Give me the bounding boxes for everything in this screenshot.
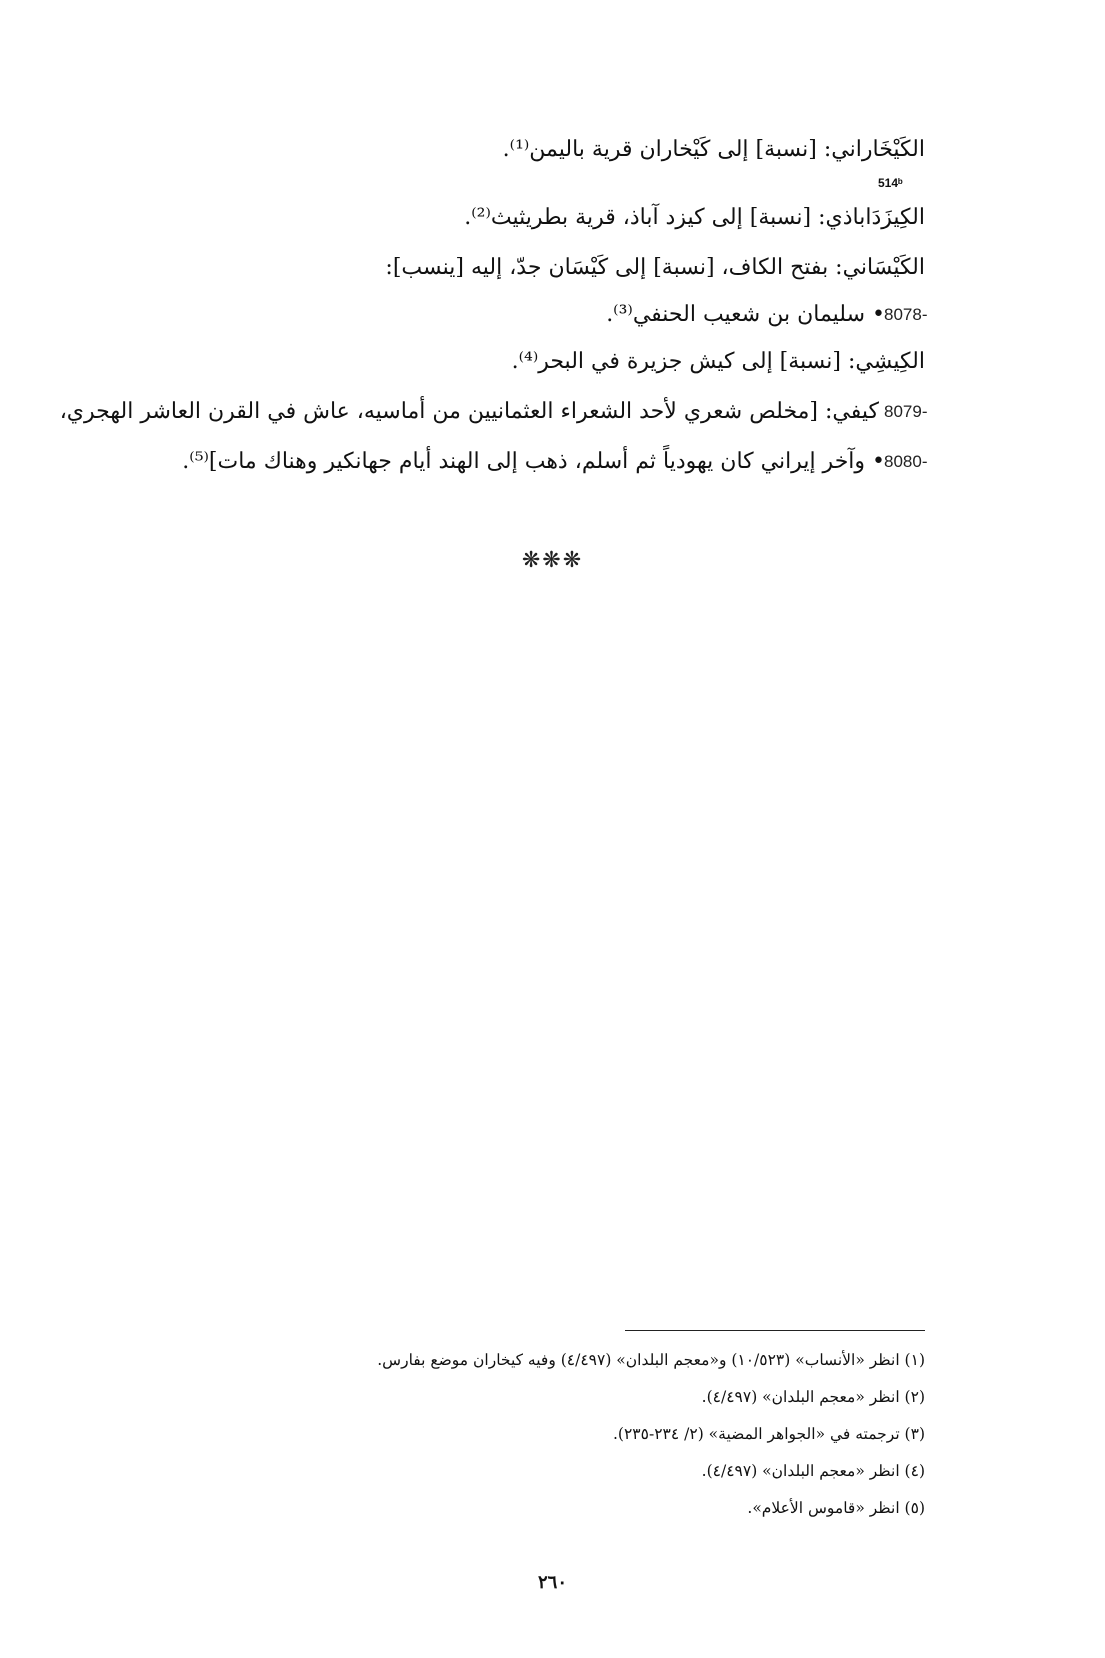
- entry-line-kizadabadhi: الكِيزَدَاباذي: [نسبة] إلى كيزد آباذ، قرية بطريثيث⁽²⁾.: [464, 205, 925, 230]
- footnote-4: (٤) انظر «معجم البلدان» (٤/٤٩٧).: [701, 1462, 925, 1480]
- entry-line-sulayman: • سليمان بن شعيب الحنفي⁽³⁾.: [606, 302, 885, 327]
- entry-line-iranian: • وآخر إيراني كان يهودياً ثم أسلم، ذهب إلى الهند أيام جهانكير وهناك مات]⁽⁵⁾.: [182, 449, 885, 474]
- section-ornament: ❋❋❋: [521, 548, 584, 573]
- entry-number: 8080-: [884, 452, 928, 471]
- footnote-5: (٥) انظر «قاموس الأعلام».: [747, 1499, 925, 1517]
- page-number: ٢٦٠: [537, 1572, 567, 1593]
- footnote-1: (١) انظر «الأنساب» (١٠/٥٢٣) و«معجم البلدان» (٤/٤٩٧) وفيه كيخاران موضع بفارس.: [377, 1351, 925, 1369]
- entry-number: 8079-: [884, 402, 928, 421]
- entry-line-kaykharani: الكَيْخَاراني: [نسبة] إلى كَيْخاران قرية باليمن⁽¹⁾.: [502, 137, 925, 162]
- entry-number: 8078-: [884, 305, 928, 324]
- footnote-2: (٢) انظر «معجم البلدان» (٤/٤٩٧).: [701, 1388, 925, 1406]
- entry-line-kaysani: الكَيْسَاني: بفتح الكاف، [نسبة] إلى كَيْسَان جدّ، إليه [ينسب]:: [385, 255, 925, 280]
- entry-line-kayfi: كيفي: [مخلص شعري لأحد الشعراء العثمانيين من أماسيه، عاش في القرن العاشر الهجري،: [59, 399, 879, 424]
- footnote-separator: [625, 1330, 925, 1331]
- margin-marker: 514ᵇ: [878, 176, 903, 190]
- entry-line-kishi: الكِيشِي: [نسبة] إلى كيش جزيرة في البحر⁽⁴⁾.: [511, 349, 925, 374]
- footnote-3: (٣) ترجمته في «الجواهر المضية» (٢/ ٢٣٤-٢٣٥).: [613, 1425, 925, 1443]
